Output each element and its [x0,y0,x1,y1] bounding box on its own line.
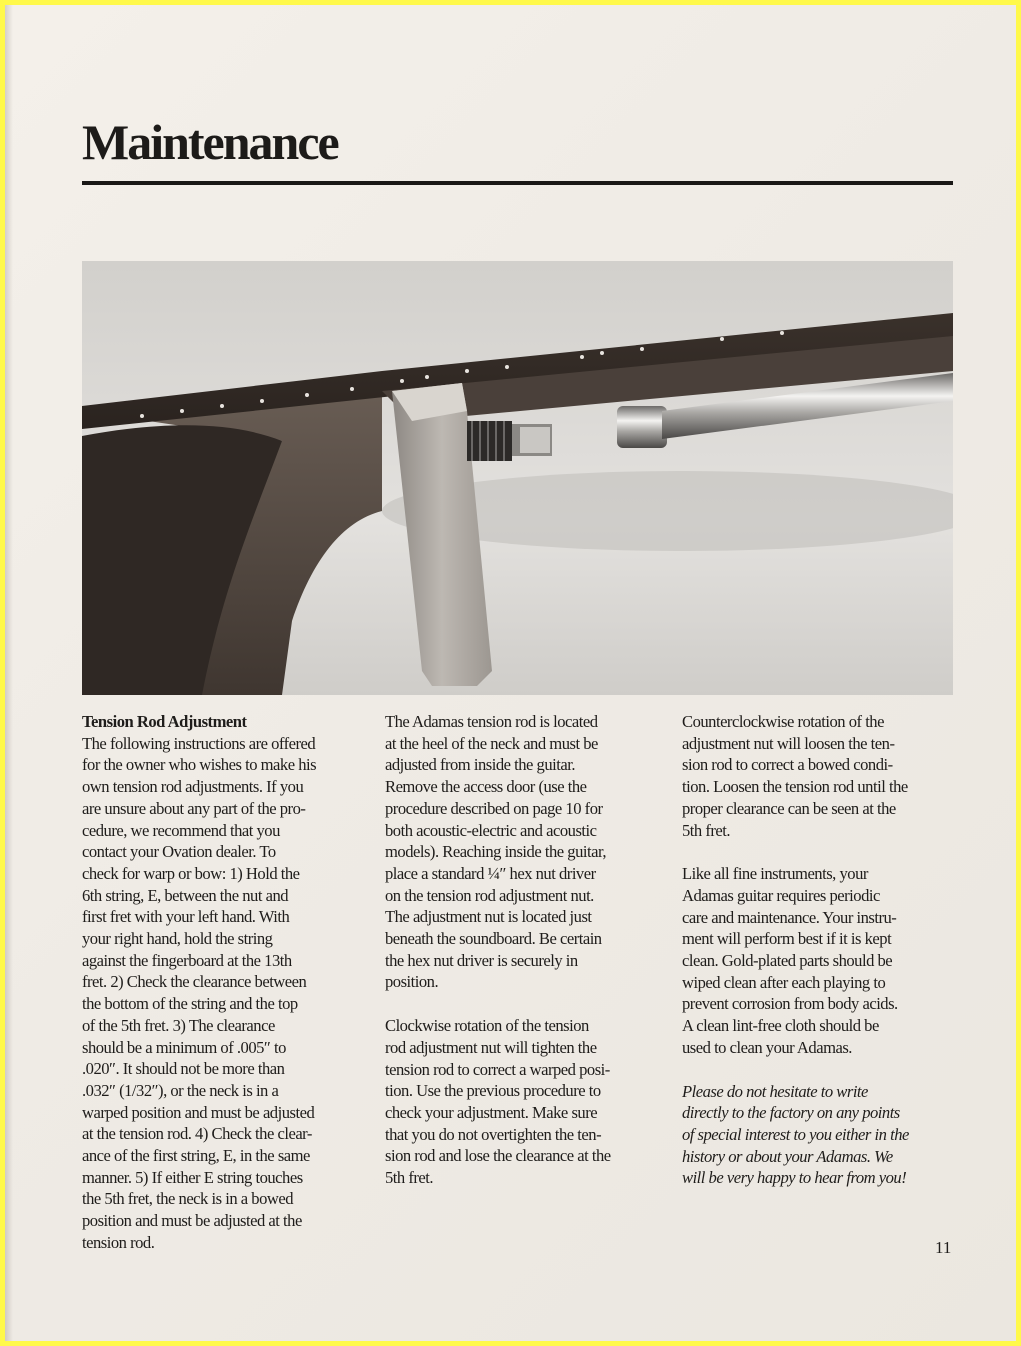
text-line: ance of the first string, E, in the same [82,1146,310,1166]
text-line: Counterclockwise rotation of the [682,712,884,731]
text-line: wiped clean after each playing to [682,972,886,992]
text-line: ment will perform best if it is kept [682,929,892,949]
section-heading: Tension Rod Adjustment [82,712,247,731]
column-1 [82,711,364,1254]
page-edge-shadow [5,5,13,1341]
text-line: prevent corrosion from body acids. [682,994,898,1014]
text-line: A clean lint-free cloth should be [682,1016,879,1036]
column-1-paragraph [82,733,364,1254]
text-line: will be very happy to hear from you! [682,1168,907,1188]
text-line: are unsure about any part of the pro- [82,798,306,818]
text-line: your right hand, hold the string [82,929,273,949]
text-line: .020″. It should not be more than [82,1059,285,1079]
text-line: position. [385,972,439,992]
title-rule [82,181,953,185]
text-line: sion rod and lose the clearance at the [385,1146,611,1166]
text-line: Like all fine instruments, your [682,864,868,884]
text-line: first fret with your left hand. With [82,907,290,927]
column-2-paragraph-2 [385,1015,663,1189]
text-line: manner. 5) If either E string touches [82,1167,303,1187]
text-line: care and maintenance. Your instru- [682,907,897,927]
text-line: the bottom of the string and the top [82,994,298,1014]
text-line: check your adjustment. Make sure [385,1102,598,1122]
text-line: clean. Gold-plated parts should be [682,951,893,971]
column-3-paragraph-3 [682,1081,958,1190]
text-line: against the fingerboard at the 13th [82,950,292,970]
text-line: The Adamas tension rod is located [385,712,598,731]
text-line: the hex nut driver is securely in [385,950,578,970]
text-line: of special interest to you either in the [682,1124,909,1144]
text-line: at the tension rod. 4) Check the clear- [82,1124,312,1144]
text-line: sion rod to correct a bowed condi- [682,755,893,775]
column-3-paragraph-2 [682,863,958,1058]
text-line: on the tension rod adjustment nut. [385,885,594,905]
text-line: history or about your Adamas. We [682,1146,893,1166]
text-line: Please do not hesitate to write [682,1081,868,1101]
text-line: The following instructions are offered [82,733,316,753]
text-line: tension rod. [82,1232,155,1252]
text-line: 6th string, E, between the nut and [82,885,289,905]
text-line: 5th fret. [682,820,731,840]
text-line: position and must be adjusted at the [82,1211,302,1231]
text-line: fret. 2) Check the clearance between [82,972,307,992]
text-line: for the owner who wishes to make his [82,755,317,775]
text-line: check for warp or bow: 1) Hold the [82,863,300,883]
text-line: tion. Loosen the tension rod until the [682,777,908,797]
page-title: Maintenance [82,114,338,170]
text-line: tension rod to correct a warped posi- [385,1059,610,1079]
text-line: place a standard ¼″ hex nut driver [385,863,596,883]
text-line: the 5th fret, the neck is in a bowed [82,1189,294,1209]
text-line: models). Reaching inside the guitar, [385,842,606,862]
text-line: Remove the access door (use the [385,777,587,797]
column-2 [385,711,663,1189]
text-line: procedure described on page 10 for [385,798,603,818]
text-line: beneath the soundboard. Be certain [385,929,602,949]
text-line: Adamas guitar requires periodic [682,885,880,905]
text-line: contact your Ovation dealer. To [82,842,276,862]
text-line: tion. Use the previous procedure to [385,1081,601,1101]
text-line: proper clearance can be seen at the [682,798,896,818]
text-line: cedure, we recommend that you [82,820,280,840]
text-line: both acoustic-electric and acoustic [385,820,597,840]
guitar-neck-tension-rod-photo-icon [82,261,953,695]
text-line: used to clean your Adamas. [682,1037,852,1057]
text-line: adjustment nut will loosen the ten- [682,733,895,753]
text-line: should be a minimum of .005″ to [82,1037,286,1057]
text-line: warped position and must be adjusted [82,1102,315,1122]
column-3 [682,711,958,1189]
text-line: directly to the factory on any points [682,1103,900,1123]
text-line: .032″ (1/32″), or the neck is in a [82,1080,279,1100]
page-number: 11 [935,1238,952,1257]
text-line: own tension rod adjustments. If you [82,777,304,797]
text-line: The adjustment nut is located just [385,907,592,927]
tension-rod-photo [82,261,953,695]
column-2-paragraph-1 [385,711,663,993]
text-line: adjusted from inside the guitar. [385,755,575,775]
text-line: at the heel of the neck and must be [385,733,598,753]
text-line: that you do not overtighten the ten- [385,1124,602,1144]
text-line: of the 5th fret. 3) The clearance [82,1015,275,1035]
text-line: 5th fret. [385,1168,434,1188]
column-3-paragraph-1 [682,711,958,841]
text-line: rod adjustment nut will tighten the [385,1037,597,1057]
manual-page [5,5,1016,1341]
text-line: Clockwise rotation of the tension [385,1016,589,1036]
